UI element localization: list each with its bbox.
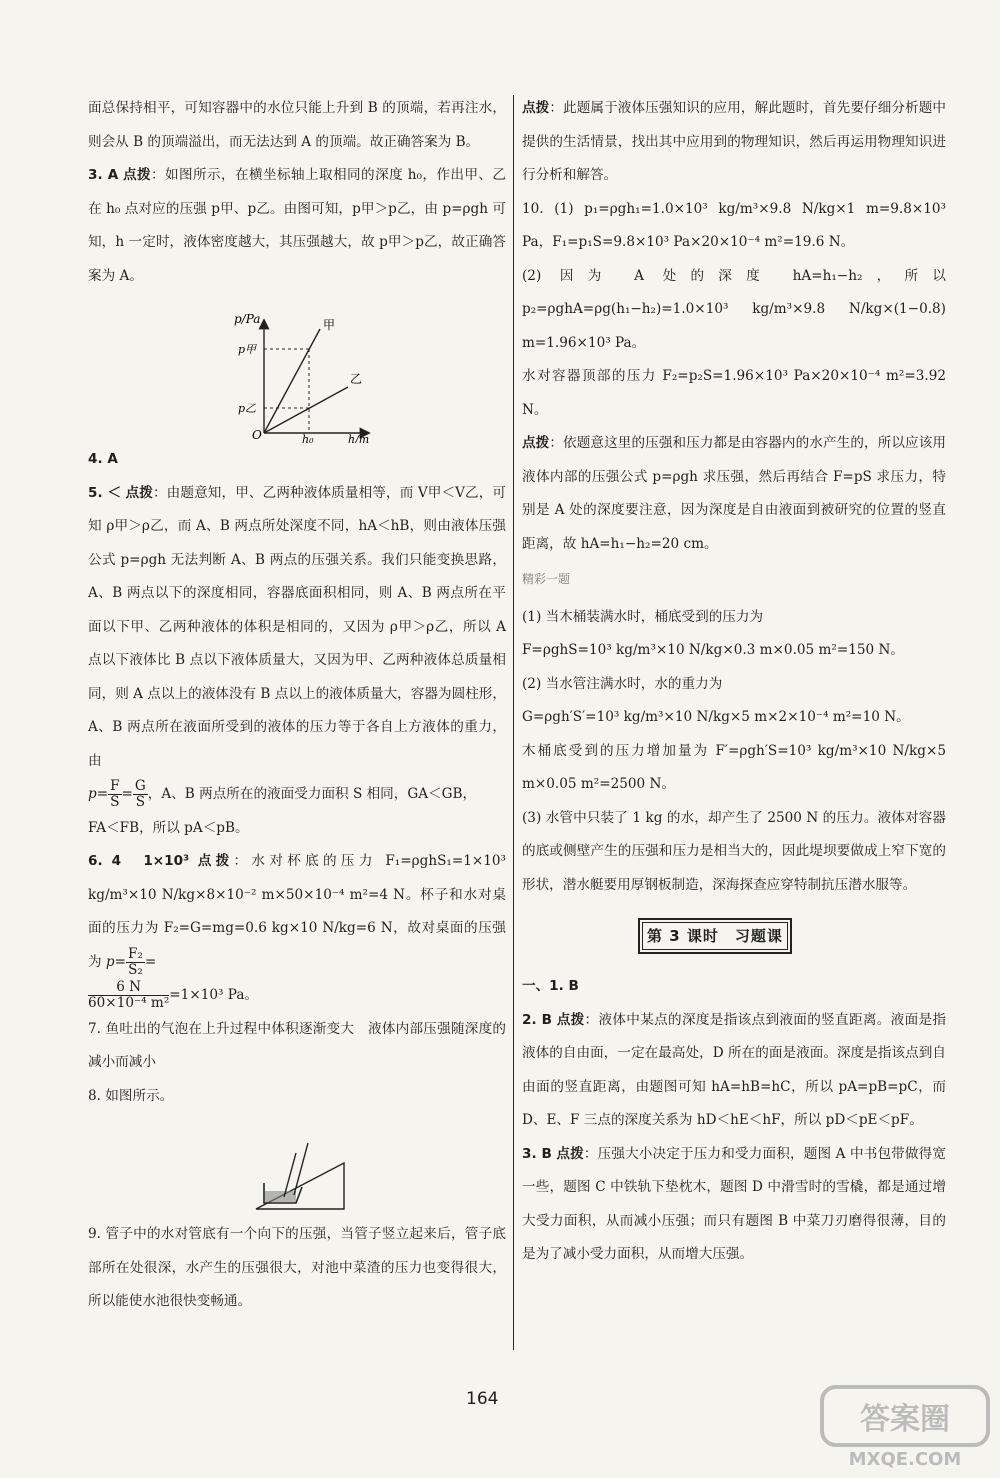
water-fill <box>265 1191 296 1202</box>
formula-tail: ，A、B 两点所在的液面受力面积 S 相同，GA＜GB， <box>147 786 477 802</box>
exercise-2 <box>522 1004 946 1138</box>
left-column <box>88 92 506 1319</box>
fraction-f2-s2 <box>126 947 145 978</box>
fraction-f-s <box>108 779 121 810</box>
exercise-1 <box>522 970 946 1004</box>
answer-10-part-2: (2) 因为 A 处的深度 hA=h₁−h₂，所以 p₂=ρghA=ρg(h₁−h₂)=1.0×10³ kg/m³×9.8 N/kg×(1−0.8) m=1.96×10³ Pa。 <box>522 267 946 351</box>
exercise-3-number: 3. B <box>522 1145 552 1162</box>
answer-3-tag: 点拨 <box>123 167 152 183</box>
frac-den: S <box>110 794 120 810</box>
jingcai-1-formula: F=ρghS=10³ kg/m³×10 N/kg×0.3 m×0.05 m²=150 N。 <box>522 642 905 658</box>
answer-5-end: FA＜FB，所以 pA＜pB。 <box>88 819 249 836</box>
answer-6 <box>88 845 506 979</box>
answer-6-text: ：水对杯底的压力 F₁=ρghS₁=1×10³ kg/m³×10 N/kg×8×10⁻² m×50×10⁻⁴ m²=4 N。杯子和水对桌面的压力为 F₂=G=mg=0.6 kg×10 N/kg=6 N，故对桌面的压强为 <box>88 853 507 970</box>
pressure-depth-svg <box>88 293 506 443</box>
frac-num: F₂ <box>128 945 143 962</box>
answer-10-note <box>522 427 946 561</box>
x-axis-label: h/m <box>348 433 370 443</box>
slope-triangle <box>256 1163 344 1209</box>
tube-right <box>294 1143 308 1195</box>
section-label: 精彩一题 <box>522 572 571 586</box>
jingcai-1: (1) 当木桶装满水时，桶底受到的压力为 <box>522 608 764 625</box>
answer-5 <box>88 477 506 779</box>
exercise-3-tag: 点拨 <box>556 1145 584 1162</box>
answer-7: 7. 鱼吐出的气泡在上升过程中体积逐渐变大 液体内部压强随深度的减小而减小 <box>88 1020 506 1070</box>
exercise-3 <box>522 1138 946 1272</box>
h0-label: h₀ <box>302 433 314 443</box>
answer-6-value: =1×10³ Pa。 <box>169 987 259 1003</box>
right-column <box>522 92 946 1272</box>
answer-10-part-3: 水对容器顶部的压力 F₂=p₂S=1.96×10³ Pa×20×10⁻⁴ m²=3.92 N。 <box>522 368 946 418</box>
column-divider <box>513 95 514 1350</box>
answer-6-result <box>88 979 506 1013</box>
slope-container-svg <box>88 1113 506 1218</box>
answer-10-tag: 点拨 <box>522 435 550 451</box>
answer-4-text: 4. A <box>88 451 118 467</box>
svg-text:MXQE.COM: MXQE.COM <box>848 1449 962 1470</box>
right-p1-text: ：此题属于液体压强知识的应用，解此题时，首先要仔细分析题中提供的生活情景，找出其中应用到的物理知识，然后再运用物理知识进行分析和解答。 <box>522 100 947 183</box>
watermark-logo <box>820 1385 990 1470</box>
answer-10-part-1: 10. (1) p₁=ρgh₁=1.0×10³ kg/m³×9.8 N/kg×1 m=9.8×10³ Pa，F₁=p₁S=9.8×10³ Pa×20×10⁻⁴ m²=19.6 N。 <box>522 200 946 250</box>
formula-eq: = <box>121 786 133 802</box>
answer-5-formula <box>88 778 506 812</box>
jingcai-2-formula: G=ρgh′S′=10³ kg/m³×10 N/kg×5 m×2×10⁻⁴ m²=10 N。 <box>522 709 910 725</box>
frac-den: 60×10⁻⁴ m² <box>88 995 170 1011</box>
exercise-3-text: ：压强大小决定于压力和受力面积，题图 A 中书包带做得宽一些，题图 C 中铁轨下垫枕木，题图 D 中滑雪时的雪橇，都是通过增大受力面积，从而减小压强；而只有题图 B 中菜刀刃磨得很薄，目的是为了减小受力面积，从而增大压强。 <box>522 1145 947 1262</box>
answer-8: 8. 如图所示。 <box>88 1087 174 1104</box>
answer-6-number: 6. 4 1×10³ <box>88 853 190 869</box>
lesson-heading-text: 第 3 课时 习题课 <box>642 922 788 950</box>
exercise-2-number: 2. B <box>522 1011 553 1028</box>
jingcai-2-increase: 木桶底受到的压力增加量为 F′=ρgh′S=10³ kg/m³×10 N/kg×5 m×0.05 m²=2500 N。 <box>522 742 946 792</box>
formula-p: p= <box>105 953 127 970</box>
y-axis-label: p/Pa <box>234 312 261 326</box>
formula-p: p= <box>88 786 109 802</box>
right-p1-tag: 点拨 <box>522 100 550 116</box>
frac-den: S <box>135 794 146 810</box>
jia-label: 甲 <box>323 318 336 332</box>
answer-10-note-text: ：依题意这里的压强和压力都是由容器内的水产生的，所以应该用液体内部的压强公式 p=ρgh 求压强，然后再结合 F=pS 求压力，特别是 A 处的深度要注意，因为深度是自由液面到被研究的位置的竖直距离，故 hA=h₁−h₂=20 cm。 <box>522 435 947 552</box>
jingcai-2: (2) 当水管注满水时，水的重力为 <box>522 675 723 692</box>
yi-label: 乙 <box>350 372 363 386</box>
jingcai-3: (3) 水管中只装了 1 kg 的水，却产生了 2500 N 的压力。液体对容器的底或侧壁产生的压强和压力是相当大的，因此堤坝要做成上窄下宽的形状，潜水艇要用厚钢板制造，深海探查应穿特制抗压潜水服等。 <box>522 809 946 893</box>
formula-eq: = <box>144 953 157 970</box>
pressure-depth-graph <box>88 293 506 443</box>
answer-5-text: ：由题意知，甲、乙两种液体质量相等，而 V甲＜V乙，可知 ρ甲＞ρ乙，而 A、B 两点所处深度不同，hA＜hB，则由液体压强公式 p=ρgh 无法判断 A、B 两点的压强关系。我们只能变换思路，A、B 两点以下的深度相同，容器底面积相同，则 A、B 两点所在平面以下甲、乙两种液体的体积是相同的，又因为 ρ甲＞ρ乙，所以 A 点以下液体比 B 点以下液体质量大，又因为甲、乙两种液体总质量相同，则 A 点以上的液体没有 B 点以上的液体质量大，容器为圆柱形，A、B 两点所在液面所受到的液体的压力等于各自上方液体的重力，由 <box>88 484 507 769</box>
exercise-2-text: ：液体中某点的深度是指该点到液面的竖直距离。液面是指液体的自由面，一定在最高处，D 所在的面是液面。深度是指该点到自由面的竖直距离，由题图可知 hA=hB=hC，所以 pA=pB=pC，而 D、E、F 三点的深度关系为 hD＜hE＜hF，所以 pD＜pE＜pF。 <box>522 1011 947 1128</box>
frac-num: F <box>110 778 120 794</box>
answer-5-tag: 点拨 <box>125 484 153 501</box>
fraction-g-s <box>133 779 148 810</box>
page-number: 164 <box>466 1389 499 1409</box>
answer-6-tag: 点拨 <box>197 853 234 869</box>
answer-5-number: 5. ＜ <box>88 484 122 501</box>
left-paragraph-1: 面总保持相平，可知容器中的水位只能上升到 B 的顶端，若再注水，则会从 B 的顶端溢出，而无法达到 A 的顶端。故正确答案为 B。 <box>88 100 506 150</box>
slope-container-figure <box>88 1113 506 1218</box>
lesson-heading <box>638 918 792 954</box>
answer-4 <box>88 443 506 477</box>
frac-num: G <box>134 778 146 794</box>
answer-3-number: 3. A <box>88 167 119 183</box>
frac-den: S₂ <box>128 961 143 978</box>
svg-text:答案圈: 答案圈 <box>860 1402 950 1437</box>
answer-3-text: ：如图所示，在横坐标轴上取相同的深度 h₀，作出甲、乙在 h₀ 点对应的压强 p甲、p乙。由图可知，p甲＞p乙，由 p=ρgh 可知，h 一定时，液体密度越大，其压强越大，故 p甲＞p乙，故正确答案为 A。 <box>88 167 507 284</box>
frac-num: 6 N <box>88 980 169 996</box>
fraction-6n <box>88 980 169 1011</box>
answer-9: 9. 管子中的水对管底有一个向下的压强，当管子竖立起来后，管子底部所在处很深，水产生的压强很大，对池中菜渣的压力也变得很大，所以能使水池很快变畅通。 <box>88 1226 506 1309</box>
exercise-1-text: 一、1. B <box>522 978 579 994</box>
origin-label: O <box>252 428 262 442</box>
exercise-2-tag: 点拨 <box>556 1011 585 1028</box>
tube-left <box>284 1153 296 1197</box>
p-yi-label: p乙 <box>238 402 257 415</box>
p-jia-label: p甲 <box>238 343 257 356</box>
right-paragraph-1 <box>522 92 946 193</box>
answer-3 <box>88 159 506 293</box>
